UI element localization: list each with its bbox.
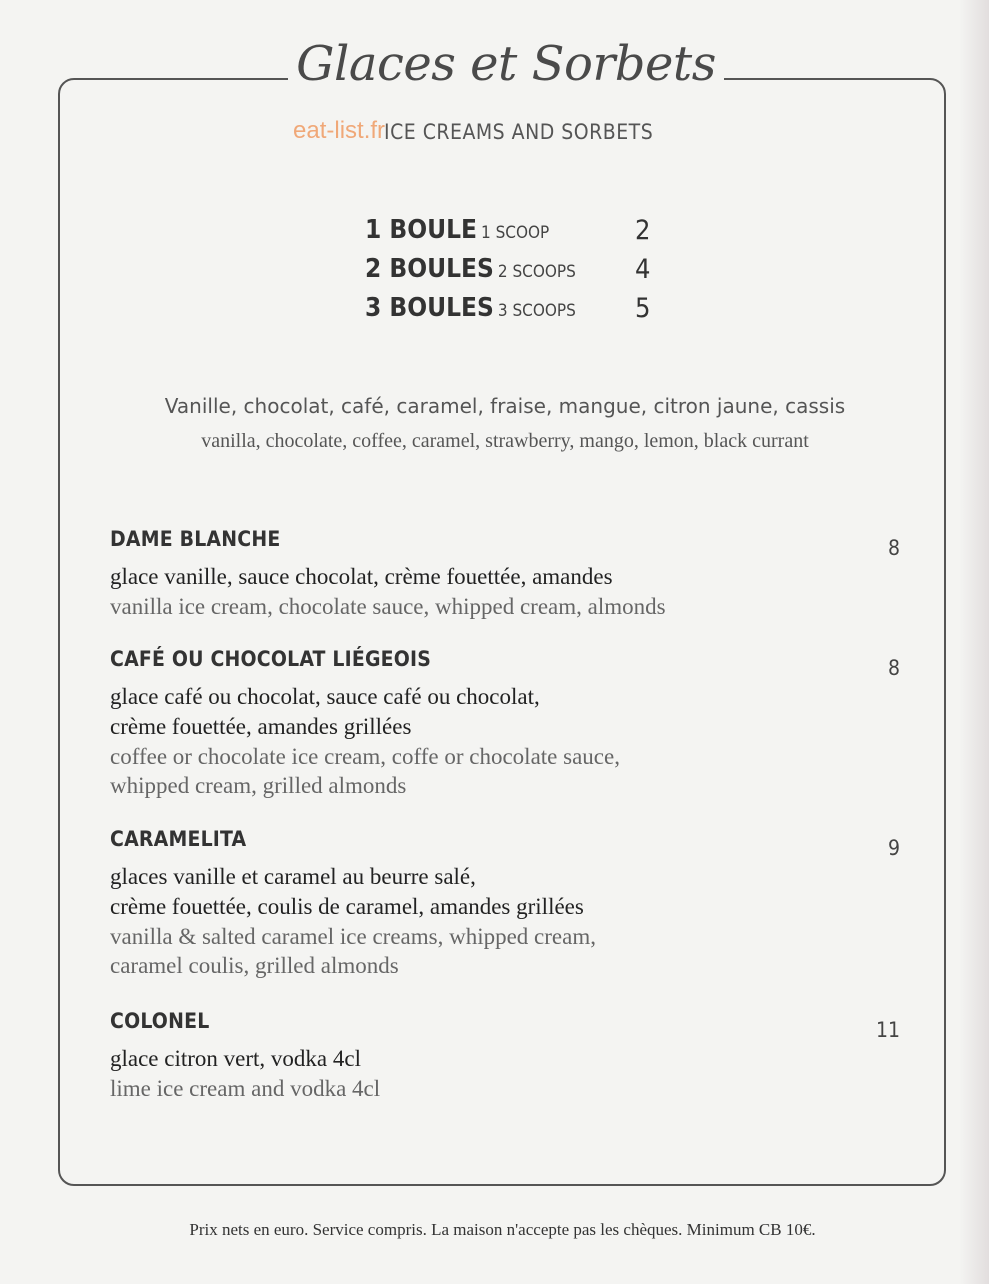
- item-desc-fr: glace café ou chocolat, sauce café ou chocolat,: [110, 684, 540, 709]
- menu-title: Glaces et Sorbets: [296, 36, 716, 92]
- item-desc-en: caramel coulis, grilled almonds: [110, 953, 399, 978]
- item-price: 9: [887, 836, 900, 860]
- item-price: 8: [887, 656, 900, 680]
- item-desc-fr: glace vanille, sauce chocolat, crème fouettée, amandes: [110, 564, 613, 589]
- menu-subtitle: ICE CREAMS AND SORBETS: [384, 120, 654, 144]
- item-desc-fr: glaces vanille et caramel au beurre salé,: [110, 864, 476, 889]
- scoop-name-en: 1 SCOOP: [481, 223, 550, 243]
- scoop-price-list: [365, 215, 655, 332]
- flavors-english: vanilla, chocolate, coffee, caramel, strawberry, mango, lemon, black currant: [201, 430, 809, 452]
- scoop-price: 5: [635, 293, 651, 324]
- menu-item-liegeois: [110, 644, 900, 800]
- item-desc-en: whipped cream, grilled almonds: [110, 773, 407, 798]
- scoop-name-en: 3 SCOOPS: [497, 301, 576, 321]
- scoop-name-fr: 2 BOULES: [365, 254, 494, 284]
- item-desc-fr: crème fouettée, amandes grillées: [110, 714, 412, 739]
- item-desc-en: coffee or chocolate ice cream, coffe or chocolate sauce,: [110, 744, 620, 769]
- menu-item-dame-blanche: [110, 524, 900, 621]
- item-name: CAFÉ OU CHOCOLAT LIÉGEOIS: [110, 647, 432, 671]
- item-desc-fr: crème fouettée, coulis de caramel, amandes grillées: [110, 894, 584, 919]
- footer-note: Prix nets en euro. Service compris. La maison n'accepte pas les chèques. Minimum CB 10€.: [189, 1220, 816, 1239]
- scoop-name-fr: 1 BOULE: [365, 215, 477, 245]
- item-desc-en: vanilla ice cream, chocolate sauce, whipped cream, almonds: [110, 594, 666, 619]
- scoop-price: 2: [635, 215, 651, 246]
- menu-item-colonel: [110, 1006, 900, 1103]
- item-name: COLONEL: [110, 1009, 210, 1033]
- item-price: 8: [887, 536, 900, 560]
- scoop-row: [365, 215, 655, 254]
- item-desc-en: lime ice cream and vodka 4cl: [110, 1076, 381, 1101]
- watermark-logo: eat-list.fr: [293, 117, 386, 144]
- item-price: 11: [875, 1018, 900, 1042]
- scoop-price: 4: [635, 254, 651, 285]
- flavors-french: Vanille, chocolat, café, caramel, fraise, mangue, citron jaune, cassis: [164, 394, 846, 418]
- page-edge-shadow: [959, 0, 989, 1284]
- menu-item-caramelita: [110, 824, 900, 980]
- scoop-name-fr: 3 BOULES: [365, 293, 494, 323]
- scoop-row: [365, 254, 655, 293]
- item-desc-fr: glace citron vert, vodka 4cl: [110, 1046, 361, 1071]
- item-desc-en: vanilla & salted caramel ice creams, whipped cream,: [110, 924, 596, 949]
- item-name: CARAMELITA: [110, 827, 247, 851]
- item-name: DAME BLANCHE: [110, 527, 281, 551]
- scoop-name-en: 2 SCOOPS: [497, 262, 576, 282]
- scoop-row: [365, 293, 655, 332]
